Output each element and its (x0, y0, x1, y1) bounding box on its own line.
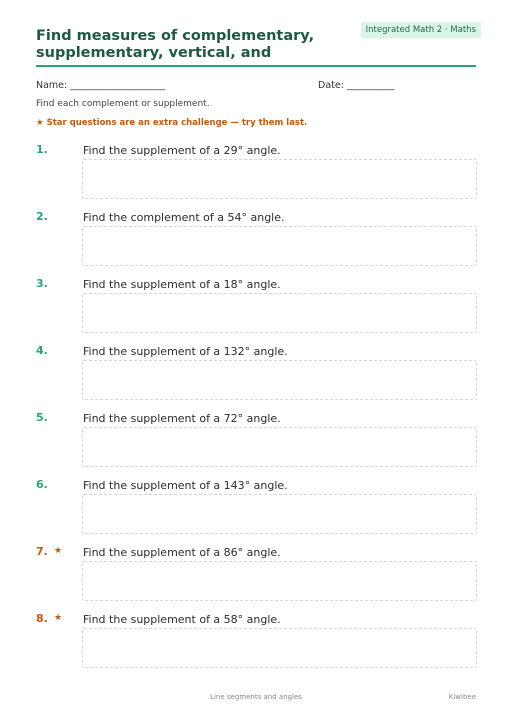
answer-box[interactable] (82, 494, 477, 534)
question-text: Find the supplement of a 58° angle. (83, 613, 281, 626)
answer-box[interactable] (82, 427, 477, 467)
question-text: Find the complement of a 54° angle. (83, 211, 285, 224)
answer-box[interactable] (82, 293, 477, 333)
question-text: Find the supplement of a 143° angle. (83, 479, 288, 492)
question-text: Find the supplement of a 132° angle. (83, 345, 288, 358)
question-text: Find the supplement of a 86° angle. (83, 546, 281, 559)
question-text: Find the supplement of a 18° angle. (83, 278, 281, 291)
footer-topic: Line segments and angles (210, 693, 302, 701)
question-number: 4. (36, 344, 48, 357)
question-8 (36, 612, 477, 672)
question-number: 5. (36, 411, 48, 424)
question-text: Find the supplement of a 29° angle. (83, 144, 281, 157)
question-number: 6. (36, 478, 48, 491)
question-2 (36, 210, 477, 270)
question-3 (36, 277, 477, 337)
name-field[interactable]: Name: ____________________ (36, 80, 166, 91)
footer-brand: Kiwibee (448, 693, 476, 701)
star-icon: ★ (54, 613, 63, 623)
question-4 (36, 344, 477, 404)
star-icon: ★ (54, 546, 63, 556)
answer-box[interactable] (82, 360, 477, 400)
challenge-note: ★ Star questions are an extra challenge — try them last. (36, 118, 308, 128)
answer-box[interactable] (82, 561, 477, 601)
header-divider (36, 65, 476, 67)
question-7 (36, 545, 477, 605)
question-number: 7. (36, 545, 48, 558)
date-field[interactable]: Date: __________ (318, 80, 395, 91)
course-badge: Integrated Math 2 · Maths (361, 22, 481, 38)
question-5 (36, 411, 477, 471)
instructions: Find each complement or supplement. (36, 99, 210, 109)
question-number: 1. (36, 143, 48, 156)
question-number: 8. (36, 612, 48, 625)
question-6 (36, 478, 477, 538)
question-number: 2. (36, 210, 48, 223)
question-number: 3. (36, 277, 48, 290)
answer-box[interactable] (82, 159, 477, 199)
question-1 (36, 143, 477, 203)
answer-box[interactable] (82, 628, 477, 668)
worksheet-title: Find measures of complementary, supplementary, vertical, and (36, 28, 315, 61)
answer-box[interactable] (82, 226, 477, 266)
question-text: Find the supplement of a 72° angle. (83, 412, 281, 425)
